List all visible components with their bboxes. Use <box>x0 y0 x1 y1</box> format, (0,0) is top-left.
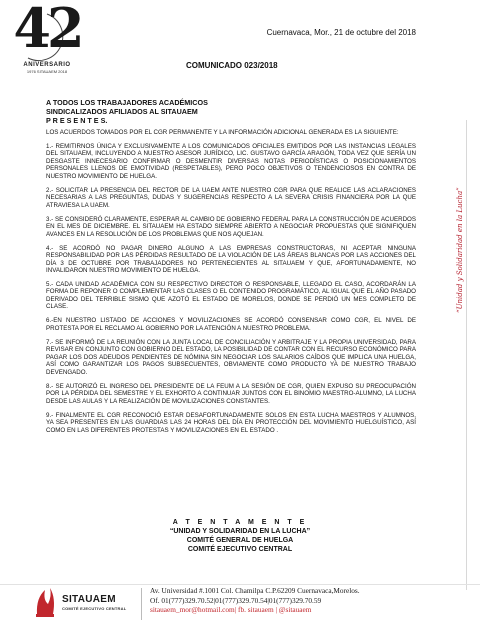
agreement-paragraph: 2.- SOLICITAR LA PRESENCIA DEL RECTOR DE LA UAEM ANTE NUESTRO CGR PARA QUE REALICE LAS ACLARACIONES NECESARIAS A LAS PREGUNTAS, DUDAS Y SUGERENCIAS RESPECTO A LA SEVERA CRISIS FINANCIERA POR LA QUE ATRAVIESA LA UAEM. <box>46 186 416 209</box>
agreement-paragraph: 5.- CADA UNIDAD ACADÉMICA CON SU RESPECTIVO DIRECTOR O RESPONSABLE, LLEGADO EL CASO, ACORDARÁN LA FORMA DE REPONER O COMPLEMENTAR LAS CLASES O EL CONTENIDO PROGRAMÁTICO, AL IGUAL QUE EL AÑO PASADO DERIVADO DEL TERRIBLE SISMO QUE AZOTÓ EL ESTADO DE MORELOS, DONDE SE PERDIÓ UN MES COMPLETO DE CLASE. <box>46 280 416 311</box>
side-motto: “Unidad y Solidaridad en la Lucha” <box>456 187 464 313</box>
logo-number: 42 <box>13 0 81 60</box>
logo-years: 1976 SITAUAEM 2018 <box>26 69 68 74</box>
footer-phones: Of. 01(777)329.70.52|01(777)329.70.54|01(777)329.70.59 <box>150 595 322 605</box>
footer-divider <box>0 584 480 585</box>
footer-address: Av. Universidad #.1001 Col. Chamilpa C.P.62209 Cuernavaca,Morelos. <box>150 586 360 595</box>
footer-contact-info <box>150 586 360 615</box>
agreement-paragraph: 3.- SE CONSIDERÓ CLARAMENTE, ESPERAR AL CAMBIO DE GOBIERNO FEDERAL PARA LA CONSTRUCCIÓN DE ACUERDOS EN EL MES DE DICIEMBRE. EL SITAUAEM HA ESTADO SIEMPRE ABIERTO A NEGOCIAR PROPUESTAS QUE SIGNIFIQUEN AVANCES EN LA RESOLUCIÓN DE LOS PROBLEMAS QUE NOS AQUEJAN. <box>46 215 416 238</box>
closing: A T E N T A M E N T E <box>172 519 308 526</box>
date-line: Cuernavaca, Mor., 21 de octubre del 2018 <box>266 28 416 37</box>
footer-org-name: SITAUAEM <box>62 594 116 605</box>
anniversary-logo <box>12 0 82 76</box>
addressee-block <box>46 98 208 125</box>
footer-vertical-divider <box>141 588 142 620</box>
committee-executive: COMITÉ EJECUTIVO CENTRAL <box>187 546 293 553</box>
agreement-paragraph: 6.-EN NUESTRO LISTADO DE ACCIONES Y MOVILIZACIONES SE ACORDÓ CONSENSAR COMO CGR, EL NIVEL DE PROTESTA POR EL RECLAMO AL GOBIERNO POR LA ATENCIÓN A NUESTRO PROBLEMA. <box>46 317 416 332</box>
agreement-paragraph: 9.- FINALMENTE EL CGR RECONOCIÓ ESTAR DESAFORTUNADAMENTE SOLOS EN ESTA LUCHA MAESTROS Y ALUMNOS, YA SEA PRESENTES EN LAS GUARDIAS LAS 24 HORAS DEL DÍA EN PROTECCIÓN DEL MOVIMIENTO HUELGUÍSTICO, ASÍ COMO EN LAS DIFERENTES PROTESTAS Y MOVILIZACIONES EN EL ESTADO . <box>46 411 416 434</box>
committee-general: COMITÉ GENERAL DE HUELGA <box>186 537 294 544</box>
communique-title: COMUNICADO 023/2018 <box>186 61 278 70</box>
agreement-paragraph: 8.- SE AUTORIZÓ EL INGRESO DEL PRESIDENTE DE LA FEUM A LA SESIÓN DE CGR, QUIEN EXPUSO SU PREOCUPACIÓN POR LA PÉRDIDA DEL SEMESTRE Y EL EXHORTO A CONTINUAR JUNTOS CON EL BINOMIO MAESTRO-ALUMNO, LA LUCHA DESDE LAS AULAS Y LA REALIZACIÓN DE MOVILIZACIONES CONSTANTES. <box>46 382 416 405</box>
addressee-line: A TODOS LOS TRABAJADORES ACADÉMICOS <box>46 98 208 107</box>
sitauaem-emblem-icon <box>34 584 56 618</box>
logo-caption: ANIVERSARIO <box>23 62 71 68</box>
footer-contact: sitauaem_mor@hotmail.com| fb. sitauaem | @sitauaem <box>150 605 312 615</box>
intro-paragraph: LOS ACUERDOS TOMADOS POR EL CGR PERMANENTE Y LA INFORMACIÓN ADICIONAL GENERADA ES LA SIGUIENTE: <box>46 129 399 136</box>
agreement-paragraph: 7.- SE INFORMÓ DE LA REUNIÓN CON LA JUNTA LOCAL DE CONCILIACIÓN Y ARBITRAJE Y LA PROPIA UNIVERSIDAD, PARA REVISAR EN CONJUNTO CON GOBIERNO DEL ESTADO, LA POSIBILIDAD DE CONTAR CON EL RECURSO ECONÓMICO PARA PAGAR LOS DOS ADEUDOS PENDIENTES DE NÓMINA SIN NEGOCIAR LOS SALARIOS CAÍDOS QUE IMPLICA UNA HUELGA, ASÍ COMO GARANTIZAR LOS PAGOS SUBSECUENTES, OBVIAMENTE COMO PRODUCTO YA DE NUESTRO TRABAJO DEVENGADO. <box>46 338 416 376</box>
agreement-paragraph: 1.- REMITIRNOS ÚNICA Y EXCLUSIVAMENTE A LOS COMUNICADOS OFICIALES EMITIDOS POR LAS INSTANCIAS LEGALES DEL SITAUAEM, INCLUYENDO A NUESTRO ASESOR JURÍDICO, LIC. GUSTAVO GARCÍA ARAGÓN, TODA VEZ QUE SERÍA UN DESGASTE INNECESARIO CONFIRMAR O DESMENTIR DIVERSAS NOTAS PERIODÍSTICAS O POSICIONAMIENTOS PERSONALES LLENOS DE EMOTIVIDAD (RESPETABLES), PERO POCO OBJETIVOS O TENDENCIOSOS EN CONTRA DE NUESTRO MOVIMIENTO DE HUELGA. <box>46 142 416 180</box>
motto: “UNIDAD Y SOLIDARIDAD EN LA LUCHA” <box>169 528 311 535</box>
footer-org-sub: COMITÉ EJECUTIVO CENTRAL <box>62 606 127 611</box>
addressee-line: P R E S E N T E S. <box>46 116 108 125</box>
addressee-line: SINDICALIZADOS AFILIADOS AL SITAUAEM <box>46 107 198 116</box>
communique-body <box>46 129 416 440</box>
agreement-paragraph: 4.- SE ACORDÓ NO PAGAR DINERO ALGUNO A LAS EMPRESAS CONSTRUCTORAS, NI ACEPTAR NINGUNA RESPONSABILIDAD POR LAS PÉRDIDAS RESULTADO DE LA VIOLACIÓN DE LAS ÁREAS BLANCAS POR LAS ACCIONES DEL DÍA 3 DE OCTUBRE POR TRABAJADORES NO PERTENECIENTES AL SITAUAEM Y QUE, AFORTUNADAMENTE, NO INVALIDARON NUESTRO MOVIMIENTO DE HUELGA. <box>46 244 416 275</box>
signature-block <box>110 518 370 554</box>
